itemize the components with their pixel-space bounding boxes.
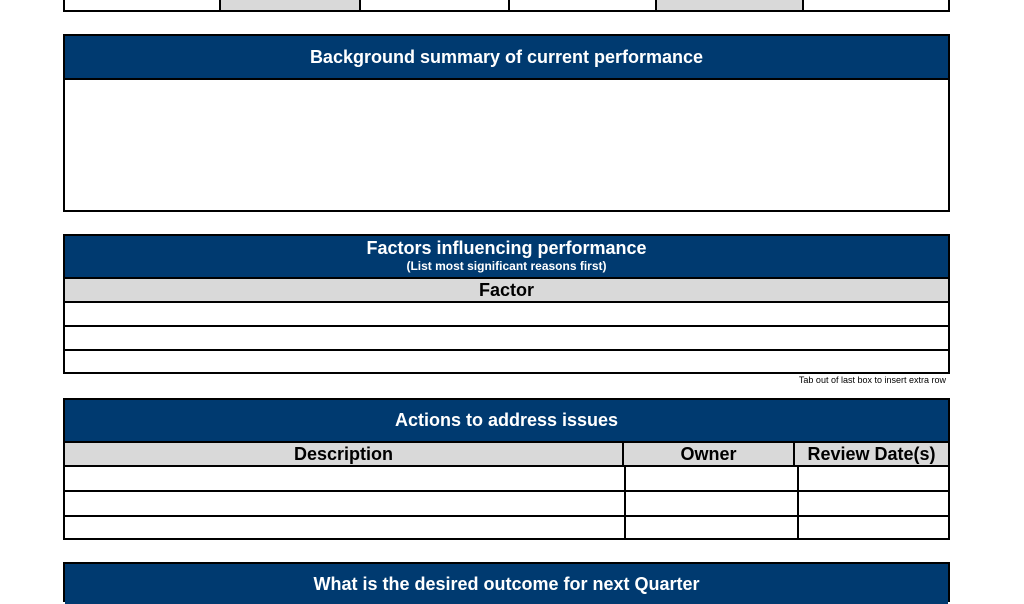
background-summary-input[interactable] <box>65 80 948 210</box>
factor-input[interactable] <box>65 327 948 349</box>
review-date-input[interactable] <box>799 492 948 515</box>
background-summary-box[interactable] <box>65 80 948 210</box>
description-input[interactable] <box>65 492 624 515</box>
section-header <box>65 36 948 80</box>
review-date-input[interactable] <box>799 467 948 490</box>
owner-input[interactable] <box>626 467 797 490</box>
section-header <box>65 564 948 604</box>
prev-cell <box>221 0 361 10</box>
previous-table-bottom <box>63 0 950 12</box>
desired-outcome-section <box>63 562 950 602</box>
prev-cell[interactable] <box>361 0 510 10</box>
actions-column-headers <box>65 443 948 467</box>
column-header: Factor <box>478 279 534 300</box>
section-header <box>65 400 948 443</box>
actions-section <box>63 398 950 540</box>
owner-input[interactable] <box>626 517 797 538</box>
column-header-review-dates: Review Date(s) <box>807 443 936 464</box>
description-input[interactable] <box>65 517 624 538</box>
factor-column-header <box>65 279 948 303</box>
insert-row-hint: Tab out of last box to insert extra row <box>798 375 946 385</box>
review-date-input[interactable] <box>799 517 948 538</box>
factor-row <box>65 303 948 327</box>
section-subtitle: (List most significant reasons first) <box>406 259 607 273</box>
description-input[interactable] <box>65 467 624 490</box>
action-row <box>65 467 948 492</box>
factor-row <box>65 351 948 372</box>
prev-cell[interactable] <box>510 0 657 10</box>
owner-input[interactable] <box>626 492 797 515</box>
column-header-owner: Owner <box>624 443 795 465</box>
factor-input[interactable] <box>65 303 948 325</box>
section-title: What is the desired outcome for next Quarter <box>313 573 700 594</box>
factor-row <box>65 327 948 351</box>
section-title: Background summary of current performance <box>309 46 704 67</box>
prev-cell[interactable] <box>804 0 948 10</box>
prev-cell <box>657 0 804 10</box>
column-header-description: Description <box>65 443 624 465</box>
factors-section <box>63 234 950 374</box>
section-header <box>65 236 948 279</box>
section-title: Factors influencing performance <box>366 238 647 258</box>
background-summary-section <box>63 34 950 212</box>
factor-input[interactable] <box>65 351 948 372</box>
action-row <box>65 492 948 517</box>
prev-cell[interactable] <box>65 0 221 10</box>
section-title: Actions to address issues <box>394 410 619 430</box>
action-row <box>65 517 948 538</box>
